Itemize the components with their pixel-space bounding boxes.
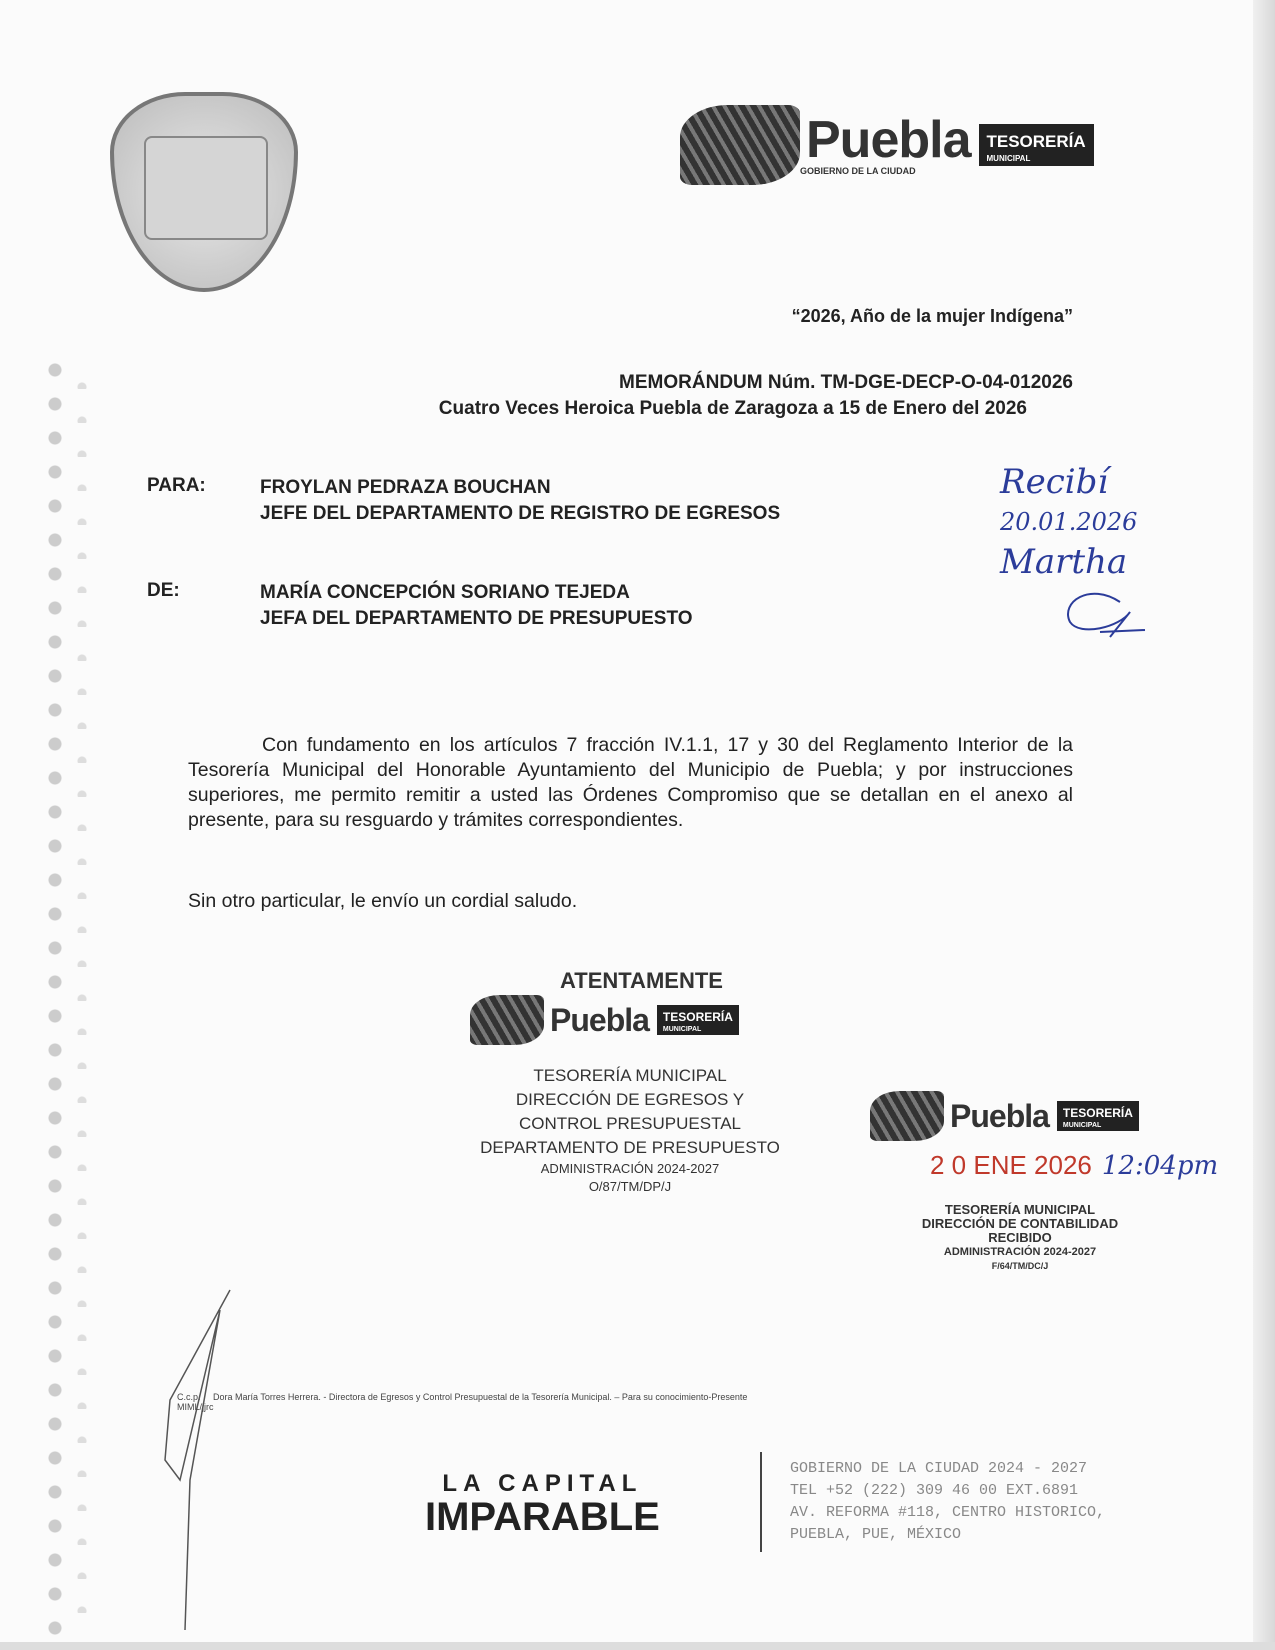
place-date: Cuatro Veces Heroica Puebla de Zaragoza a 15 de Enero del 2026 xyxy=(438,398,1027,419)
atentamente: ATENTAMENTE xyxy=(560,968,723,993)
logo-mark xyxy=(680,105,800,185)
recipient: FROYLAN PEDRAZA BOUCHAN JEFE DEL DEPARTAMENTO DE REGISTRO DE EGRESOS xyxy=(260,477,781,524)
scan-edge xyxy=(1253,0,1275,1650)
footer-address: GOBIERNO DE LA CIUDAD 2024 - 2027 TEL +52 (222) 309 46 00 EXT.6891 AV. REFORMA #118, CENTRO HISTORICO, PUEBLA, PUE, MÉXICO xyxy=(790,1460,1106,1543)
sender: MARÍA CONCEPCIÓN SORIANO TEJEDA JEFA DEL DEPARTAMENTO DE PRESUPUESTO xyxy=(260,582,693,629)
puebla-tesoreria-logo: Puebla GOBIERNO DE LA CIUDAD TESORERÍA MUNICIPAL xyxy=(680,105,1094,185)
signature-scribble xyxy=(150,1280,250,1640)
received-date: 2 0 ENE 2026 xyxy=(930,1150,1092,1180)
ccp-line: C.c.p. Dora María Torres Herrera. - Directora de Egresos y Control Presupuestal de la Tesorería Municipal. – Para su conocimiento-Presente MIML/jjrc xyxy=(177,1392,748,1412)
received-stamp: Puebla TESORERÍA MUNICIPAL 2 0 ENE 2026 12:04pm TESORERÍA MUNICIPAL DIRECCIÓN DE CONTABILIDAD RECIBIDO ADMINISTRACIÓN 2024-2027 F/64/TM/DC/J xyxy=(870,1090,1220,1273)
from-label: DE: xyxy=(147,580,180,601)
slogan-logo: LA CAPITAL IMPARABLE xyxy=(425,1470,660,1539)
memo-number: MEMORÁNDUM Núm. TM-DGE-DECP-O-04-012026 xyxy=(619,372,1073,393)
motto: “2026, Año de la mujer Indígena” xyxy=(791,306,1073,326)
handwritten-receipt: Recibí 20.01.2026 Martha xyxy=(1000,462,1150,651)
handwritten-initial xyxy=(1050,582,1150,642)
stamp-logo: Puebla TESORERÍA MUNICIPAL xyxy=(870,1090,1220,1142)
decorative-border xyxy=(40,355,98,1635)
handwritten-time: 12:04pm xyxy=(1101,1151,1219,1181)
body-paragraph: Con fundamento en los artículos 7 fracción IV.1.1, 17 y 30 del Reglamento Interior de la Tesorería Municipal del Honorable Ayuntamiento del Municipio de Puebla; y por instrucciones superiores, me permito remitir a usted las Órdenes Compromiso que se detallan en el anexo al presente, para su resguardo y trámites correspondientes. xyxy=(188,734,1073,831)
to-label: PARA: xyxy=(147,475,206,496)
footer-divider xyxy=(760,1452,762,1552)
scan-edge-bottom xyxy=(0,1642,1275,1650)
signature-stamp: ATENTAMENTE Puebla TESORERÍA MUNICIPAL TESORERÍA MUNICIPAL DIRECCIÓN DE EGRESOS Y CONTROL PRESUPUESTAL DEPARTAMENTO DE PRESUPUESTO ADMINISTRACIÓN 2024-2027 O/87/TM/DP/J xyxy=(470,968,810,1196)
stamp-logo: Puebla TESORERÍA MUNICIPAL xyxy=(470,994,810,1046)
closing: Sin otro particular, le envío un cordial saludo. xyxy=(188,890,578,912)
city-seal-logo xyxy=(110,92,298,292)
